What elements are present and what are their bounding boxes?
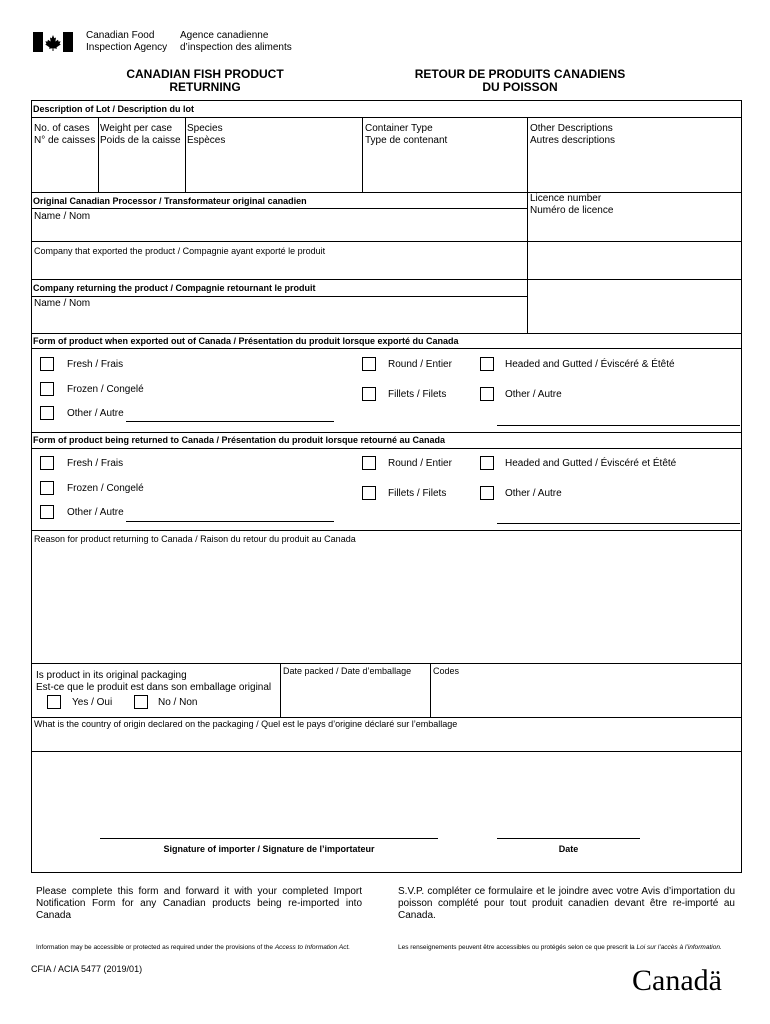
returned-fresh-checkbox[interactable]	[40, 456, 54, 470]
exported-other2-line[interactable]	[497, 425, 740, 426]
other-desc-label-en: Other Descriptions	[530, 123, 613, 134]
date-packed-label: Date packed / Date d’emballage	[283, 666, 412, 676]
reason-label: Reason for product returning to Canada / Raison du retour du produit au Canada	[34, 534, 356, 544]
origin-label: What is the country of origin declared on the packaging / Quel est le pays d’origine déclaré sur l’emballage	[34, 719, 458, 729]
exported-round-checkbox[interactable]	[362, 357, 376, 371]
species-label-fr: Espèces	[187, 135, 226, 146]
weight-label-en: Weight per case	[100, 123, 173, 134]
canada-flag-icon	[33, 32, 73, 52]
container-label-fr: Type de contenant	[365, 135, 448, 146]
cases-label-fr: N° de caisses	[34, 135, 96, 146]
processor-name-label: Name / Nom	[34, 211, 91, 222]
cases-label-en: No. of cases	[34, 123, 90, 134]
returning-company-heading: Company returning the product / Compagnie retournant le produit	[33, 283, 316, 293]
returned-frozen-checkbox[interactable]	[40, 481, 54, 495]
species-label-en: Species	[187, 123, 223, 134]
form-number: CFIA / ACIA 5477 (2019/01)	[31, 964, 143, 974]
fine-print-en-text: Information may be accessible or protected as required under the provisions of the	[36, 944, 275, 951]
form-title-en	[90, 68, 320, 94]
signature-line[interactable]	[100, 838, 438, 839]
licence-label-en: Licence number	[530, 193, 602, 204]
lot-heading: Description of Lot / Description du lot	[33, 104, 194, 114]
returned-headed-label: Headed and Gutted / Éviscéré et Étêté	[505, 458, 677, 469]
returned-other2-checkbox[interactable]	[480, 486, 494, 500]
container-label-en: Container Type	[365, 123, 433, 134]
title-en-line-1: CANADIAN FISH PRODUCT	[126, 67, 284, 81]
packaging-no-checkbox[interactable]	[134, 695, 148, 709]
exported-other-checkbox[interactable]	[40, 406, 54, 420]
packaging-question	[36, 670, 271, 694]
canada-wordmark: Canadä	[632, 964, 722, 997]
reason-field[interactable]	[32, 546, 741, 663]
agency-name-fr-2: d’inspection des aliments	[180, 42, 292, 53]
processor-heading: Original Canadian Processor / Transformateur original canadien	[33, 196, 307, 206]
weight-label	[100, 123, 181, 147]
species-label	[187, 123, 225, 147]
instructions-en: Please complete this form and forward it with your completed Import Notification Form for any Canadian products being re-imported into Canada	[36, 886, 362, 921]
returned-round-label: Round / Entier	[388, 458, 452, 469]
title-en-line-2: RETURNING	[169, 80, 241, 94]
other-desc-label-fr: Autres descriptions	[530, 135, 616, 146]
fine-print-fr-act: Loi sur l’accès à l’information.	[636, 944, 722, 951]
returned-other2-line[interactable]	[497, 523, 740, 524]
cases-label	[34, 123, 95, 147]
licence-label-fr: Numéro de licence	[530, 205, 614, 216]
signature-label: Signature of importer / Signature de l’importateur	[163, 844, 375, 854]
exported-other-label: Other / Autre	[67, 408, 124, 419]
fine-print-en	[36, 944, 366, 952]
returned-heading: Form of product being returned to Canada / Présentation du produit lorsque retourné au Canada	[33, 435, 446, 445]
exported-fillets-checkbox[interactable]	[362, 387, 376, 401]
returned-fillets-label: Fillets / Filets	[388, 488, 447, 499]
exported-frozen-label: Frozen / Congelé	[67, 384, 144, 395]
date-label: Date	[558, 844, 579, 854]
exported-round-label: Round / Entier	[388, 359, 452, 370]
exported-other-line[interactable]	[126, 421, 334, 422]
returned-other2-label: Other / Autre	[505, 488, 562, 499]
exporter-label: Company that exported the product / Compagnie ayant exporté le produit	[34, 246, 326, 256]
title-fr-line-2: DU POISSON	[482, 80, 558, 94]
fine-print-fr	[398, 944, 738, 952]
returned-round-checkbox[interactable]	[362, 456, 376, 470]
packaging-yes-checkbox[interactable]	[47, 695, 61, 709]
other-desc-label	[530, 123, 615, 147]
exported-headed-checkbox[interactable]	[480, 357, 494, 371]
returning-name-label: Name / Nom	[34, 298, 91, 309]
returned-fillets-checkbox[interactable]	[362, 486, 376, 500]
agency-name-fr-1: Agence canadienne	[180, 30, 269, 41]
agency-name-en-2: Inspection Agency	[86, 42, 168, 53]
agency-name-en-1: Canadian Food	[86, 30, 155, 41]
returned-other-label: Other / Autre	[67, 507, 124, 518]
title-fr-line-1: RETOUR DE PRODUITS CANADIENS	[414, 67, 626, 81]
date-line[interactable]	[497, 838, 640, 839]
exported-other2-label: Other / Autre	[505, 389, 562, 400]
returned-other-line[interactable]	[126, 521, 334, 522]
exported-frozen-checkbox[interactable]	[40, 382, 54, 396]
form-title-fr	[390, 68, 650, 94]
exported-heading: Form of product when exported out of Canada / Présentation du produit lorsque exporté du Canada	[33, 336, 459, 346]
packaging-question-en: Is product in its original packaging	[36, 670, 187, 681]
packaging-no-label: No / Non	[158, 697, 198, 708]
exported-headed-label: Headed and Gutted / Éviscéré & Étêté	[505, 359, 675, 370]
returned-frozen-label: Frozen / Congelé	[67, 483, 144, 494]
weight-label-fr: Poids de la caisse	[100, 135, 181, 146]
licence-label	[530, 193, 613, 217]
returned-fresh-label: Fresh / Frais	[67, 458, 124, 469]
exported-fillets-label: Fillets / Filets	[388, 389, 447, 400]
returned-other-checkbox[interactable]	[40, 505, 54, 519]
container-label	[365, 123, 447, 147]
returned-headed-checkbox[interactable]	[480, 456, 494, 470]
fine-print-fr-text: Les renseignements peuvent être accessibles ou protégés selon ce que prescrit la	[398, 944, 637, 951]
packaging-yes-label: Yes / Oui	[72, 697, 113, 708]
exported-other2-checkbox[interactable]	[480, 387, 494, 401]
instructions-fr: S.V.P. compléter ce formulaire et le joindre avec votre Avis d’importation du poisson complété pour tout produit canadien devant être re-importé au Canada.	[398, 886, 735, 921]
fine-print-en-act: Access to Information Act.	[274, 944, 351, 951]
exported-fresh-label: Fresh / Frais	[67, 359, 124, 370]
exported-fresh-checkbox[interactable]	[40, 357, 54, 371]
codes-label: Codes	[433, 666, 460, 676]
packaging-question-fr: Est-ce que le produit est dans son emballage original	[36, 682, 272, 693]
